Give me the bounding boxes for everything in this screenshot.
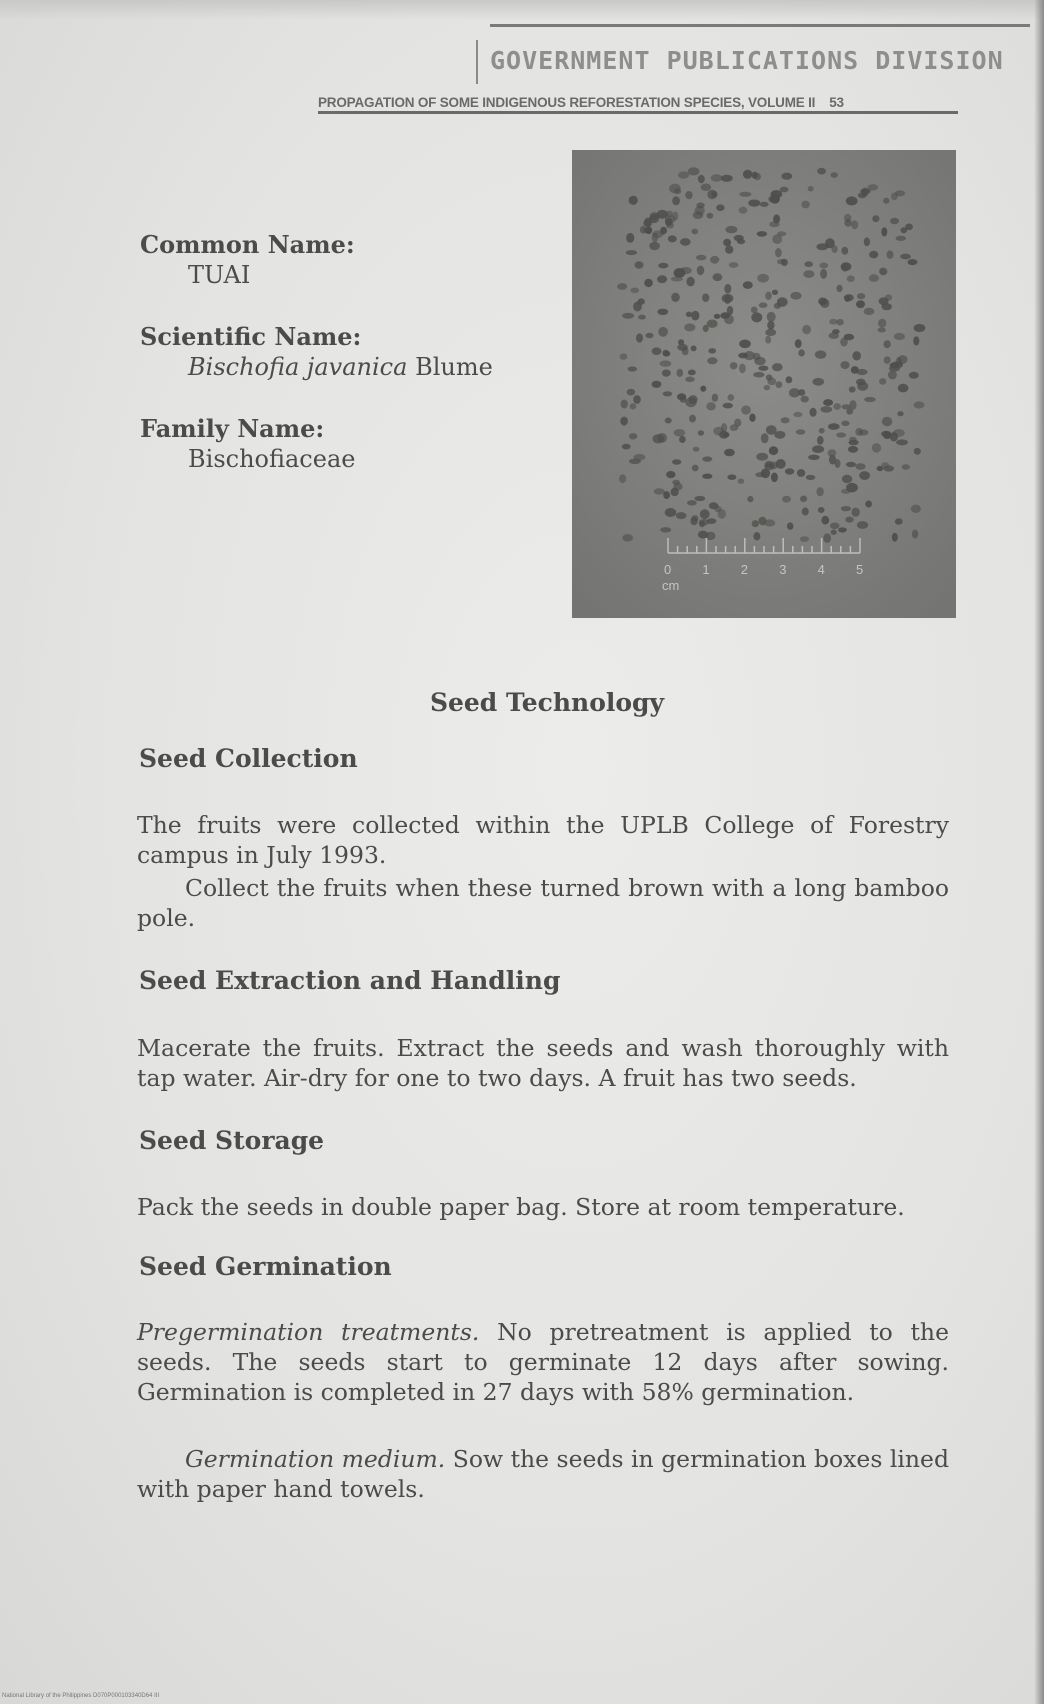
family-name-block bbox=[140, 414, 493, 474]
scale-number: 1 bbox=[702, 562, 710, 577]
scale-number: 5 bbox=[856, 562, 864, 577]
scale-number: 0 bbox=[664, 562, 672, 577]
common-name-label: Common Name: bbox=[140, 230, 355, 259]
section-title: Seed Technology bbox=[429, 688, 665, 717]
seed-collection-paragraph: The fruits were collected within the UPLB College of Forestry campus in July 1993. bbox=[137, 811, 949, 869]
pregermination-label: Pregermination treatments. bbox=[137, 1318, 480, 1346]
scientific-author: Blume bbox=[415, 353, 493, 381]
scan-shadow-top bbox=[0, 0, 1044, 20]
common-name-value: TUAI bbox=[188, 261, 251, 289]
seed-extraction-heading: Seed Extraction and Handling bbox=[139, 966, 561, 995]
seed-photo-image bbox=[572, 150, 956, 618]
seed-storage-paragraph: Pack the seeds in double paper bag. Store at room temperature. bbox=[137, 1193, 905, 1221]
germination-medium-label: Germination medium. bbox=[185, 1445, 446, 1473]
family-name-value: Bischofiaceae bbox=[188, 445, 356, 473]
running-head bbox=[318, 95, 958, 114]
scientific-name-block bbox=[140, 322, 493, 382]
family-name-label: Family Name: bbox=[140, 414, 325, 443]
page-number: 53 bbox=[829, 95, 844, 110]
seed-extraction-paragraph: Macerate the fruits. Extract the seeds and wash thoroughly with tap water. Air-dry for one to two days. A fruit has two seeds. bbox=[137, 1034, 949, 1092]
seed-photo bbox=[572, 150, 956, 618]
running-head-title: PROPAGATION OF SOME INDIGENOUS REFORESTATION SPECIES, VOLUME II bbox=[318, 95, 816, 110]
pregermination-paragraph bbox=[137, 1317, 949, 1407]
germination-medium-paragraph bbox=[137, 1444, 949, 1504]
scale-number: 3 bbox=[779, 562, 787, 577]
scan-shadow-right bbox=[1034, 0, 1044, 1704]
scale-number: 4 bbox=[817, 562, 825, 577]
scientific-name-label: Scientific Name: bbox=[140, 322, 362, 351]
germination-medium-text: Sow the seeds in germination boxes lined with paper hand towels. bbox=[137, 1445, 949, 1503]
seed-storage-heading: Seed Storage bbox=[139, 1126, 325, 1155]
seed-germination-heading: Seed Germination bbox=[139, 1252, 392, 1281]
scientific-name-value bbox=[188, 352, 493, 382]
pregermination-text: No pretreatment is applied to the seeds. The seeds start to germinate 12 days after sowing. Germination is completed in 27 days with 58% germination. bbox=[137, 1318, 949, 1406]
scale-number: 2 bbox=[740, 562, 749, 577]
scale-unit: cm bbox=[662, 578, 680, 593]
species-info bbox=[140, 230, 493, 506]
scientific-binomial: Bischofia javanica bbox=[188, 353, 408, 381]
seed-collection-paragraph-2: Collect the fruits when these turned brown with a long bamboo pole. bbox=[137, 874, 949, 932]
seed-collection-heading: Seed Collection bbox=[139, 744, 358, 773]
footer-note: National Library of the Philippines D070P000103340D64 III bbox=[2, 1693, 160, 1699]
library-stamp: GOVERNMENT PUBLICATIONS DIVISION bbox=[490, 46, 1004, 75]
common-name-block bbox=[140, 230, 493, 290]
stamp-border-left bbox=[476, 40, 478, 84]
stamp-border bbox=[490, 24, 1030, 27]
